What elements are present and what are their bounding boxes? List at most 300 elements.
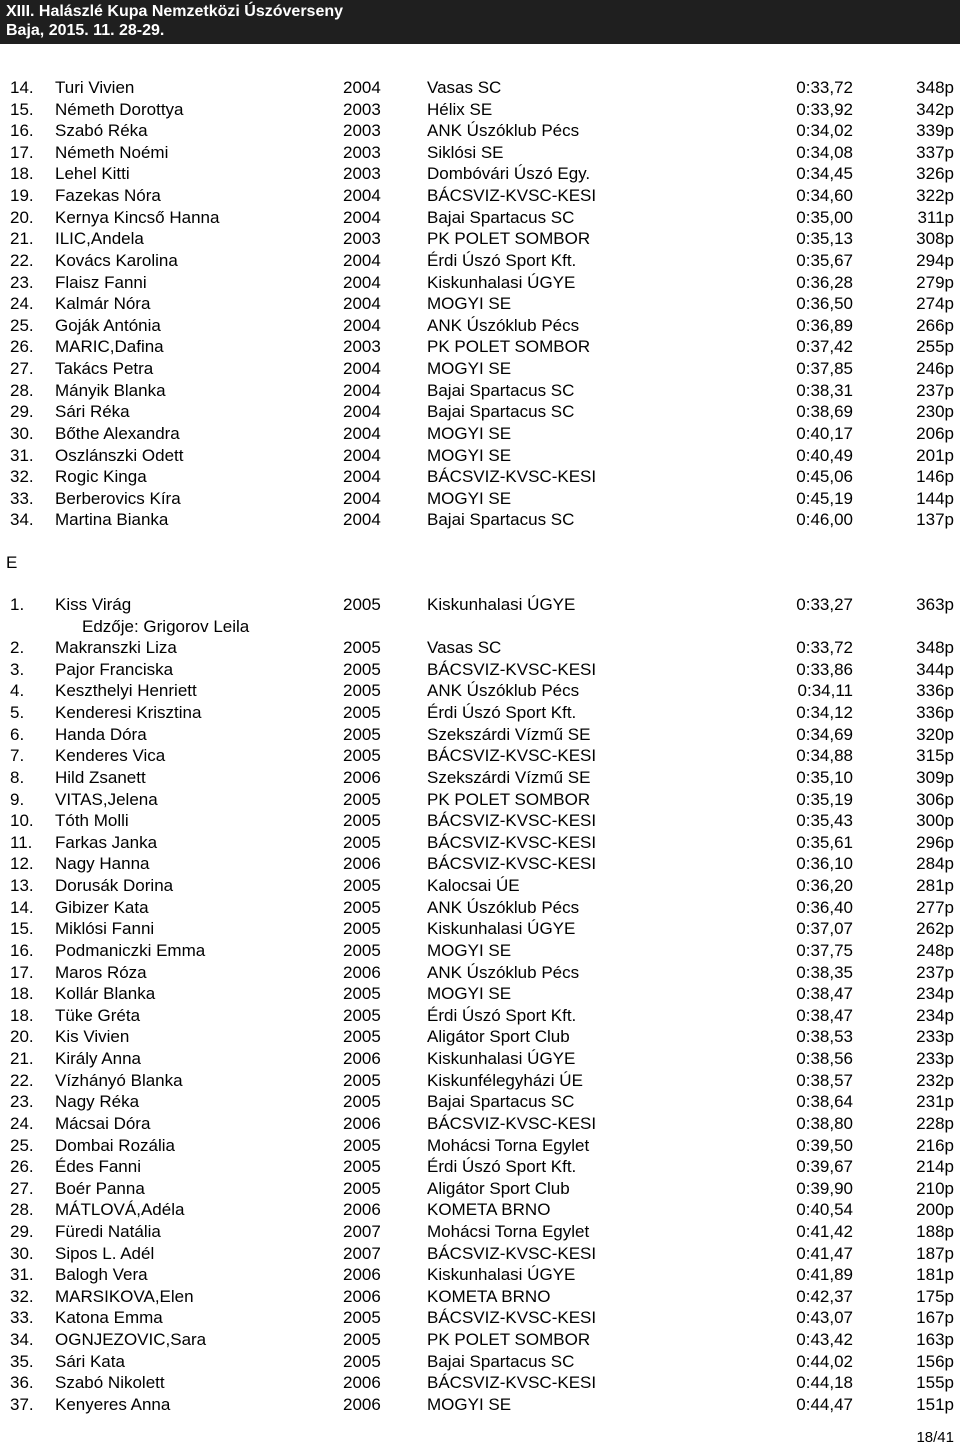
result-year: 2005 <box>343 1178 381 1198</box>
result-row <box>0 423 960 445</box>
result-year: 2004 <box>343 186 381 206</box>
result-points: 306p <box>916 789 954 809</box>
result-rank: 30. <box>10 1243 34 1263</box>
result-points: 296p <box>916 832 954 852</box>
event-title: XIII. Halászlé Kupa Nemzetközi Úszóverseny <box>6 3 344 20</box>
result-rank: 36. <box>10 1373 34 1393</box>
result-points: 144p <box>916 488 954 508</box>
result-year: 2006 <box>343 854 381 874</box>
result-year: 2005 <box>343 940 381 960</box>
result-points: 274p <box>916 294 954 314</box>
result-time: 0:35,00 <box>796 207 853 227</box>
result-time: 0:37,85 <box>796 359 853 379</box>
result-time: 0:37,42 <box>796 337 853 357</box>
result-year: 2003 <box>343 337 381 357</box>
result-year: 2005 <box>343 1351 381 1371</box>
result-time: 0:34,69 <box>796 724 853 744</box>
result-year: 2005 <box>343 638 381 658</box>
result-row <box>0 940 960 962</box>
result-name: OGNJEZOVIC,Sara <box>55 1330 207 1350</box>
result-name: Makranszki Liza <box>55 638 177 658</box>
result-time: 0:34,45 <box>796 164 853 184</box>
result-time: 0:34,60 <box>796 186 853 206</box>
result-time: 0:42,37 <box>796 1286 853 1306</box>
result-time: 0:36,89 <box>796 315 853 335</box>
result-club: Mohácsi Torna Egylet <box>427 1221 590 1241</box>
result-row <box>0 853 960 875</box>
result-club: Kiskunhalasi ÚGYE <box>427 1265 576 1285</box>
result-rank: 10. <box>10 811 34 831</box>
result-name: Sipos L. Adél <box>55 1243 155 1263</box>
result-rank: 21. <box>10 229 34 249</box>
result-name: Kalmár Nóra <box>55 294 151 314</box>
result-club: Érdi Úszó Sport Kft. <box>427 1005 577 1025</box>
result-rank: 20. <box>10 1027 34 1047</box>
result-row <box>0 488 960 510</box>
result-rank: 14. <box>10 78 34 97</box>
result-rank: 5. <box>10 703 25 723</box>
result-year: 2005 <box>343 984 381 1004</box>
result-year: 2005 <box>343 1157 381 1177</box>
result-club: Dombóvári Úszó Egy. <box>427 164 591 184</box>
result-row <box>0 163 960 185</box>
result-year: 2003 <box>343 121 381 141</box>
result-club: BÁCSVIZ-KVSC-KESI <box>427 811 597 831</box>
result-row <box>0 702 960 724</box>
result-rank: 35. <box>10 1351 34 1371</box>
result-year: 2005 <box>343 1308 381 1328</box>
result-rank: 27. <box>10 359 34 379</box>
result-rank: 34. <box>10 510 34 530</box>
result-time: 0:37,75 <box>796 940 853 960</box>
result-name: Berberovics Kíra <box>55 488 181 508</box>
category-label: E <box>6 553 18 572</box>
result-year: 2004 <box>343 445 381 465</box>
result-points: 344p <box>916 659 954 679</box>
result-club: BÁCSVIZ-KVSC-KESI <box>427 832 597 852</box>
result-time: 0:33,92 <box>796 99 853 119</box>
result-rank: 26. <box>10 1157 34 1177</box>
result-row <box>0 228 960 250</box>
result-time: 0:33,72 <box>796 638 853 658</box>
result-rank: 20. <box>10 207 34 227</box>
result-year: 2005 <box>343 1027 381 1047</box>
result-points: 348p <box>916 638 954 658</box>
result-name: Kovács Karolina <box>55 250 178 270</box>
result-row <box>0 1070 960 1092</box>
result-year: 2005 <box>343 811 381 831</box>
result-club: Hélix SE <box>427 99 493 119</box>
result-club: Kiskunhalasi ÚGYE <box>427 919 576 939</box>
result-points: 322p <box>916 186 954 206</box>
result-rank: 31. <box>10 445 34 465</box>
result-rank: 32. <box>10 467 34 487</box>
result-name: MARSIKOVA,Elen <box>55 1286 194 1306</box>
result-rank: 22. <box>10 250 34 270</box>
result-time: 0:38,31 <box>796 380 853 400</box>
result-row <box>0 1372 960 1394</box>
result-club: PK POLET SOMBOR <box>427 1330 591 1350</box>
result-time: 0:38,47 <box>796 1005 853 1025</box>
result-points: 187p <box>916 1243 954 1263</box>
result-name: Fazekas Nóra <box>55 186 161 206</box>
result-rank: 16. <box>10 940 34 960</box>
result-rank: 17. <box>10 962 34 982</box>
result-year: 2004 <box>343 488 381 508</box>
result-time: 0:34,02 <box>796 121 853 141</box>
result-time: 0:38,69 <box>796 402 853 422</box>
result-time: 0:38,64 <box>796 1092 853 1112</box>
result-name: Nagy Hanna <box>55 854 150 874</box>
result-name: Szabó Nikolett <box>55 1373 165 1393</box>
result-year: 2004 <box>343 402 381 422</box>
result-club: MOGYI SE <box>427 294 512 314</box>
result-club: Szekszárdi Vízmű SE <box>427 767 591 787</box>
page-number: 18/41 <box>916 1429 954 1446</box>
result-name: Oszlánszki Odett <box>55 445 184 465</box>
result-rank: 18. <box>10 1005 34 1025</box>
result-rank: 24. <box>10 294 34 314</box>
result-name: Katona Emma <box>55 1308 163 1328</box>
result-rank: 7. <box>10 746 25 766</box>
result-name: Goják Antónia <box>55 315 161 335</box>
result-points: 315p <box>916 746 954 766</box>
result-row <box>0 1135 960 1157</box>
result-name: Sári Kata <box>55 1351 125 1371</box>
result-rank: 28. <box>10 380 34 400</box>
result-row <box>0 380 960 402</box>
result-year: 2004 <box>343 467 381 487</box>
result-name: Németh Noémi <box>55 142 169 162</box>
result-row <box>0 1243 960 1265</box>
result-club: Bajai Spartacus SC <box>427 380 575 400</box>
result-club: Vasas SC <box>427 78 502 97</box>
result-year: 2005 <box>343 876 381 896</box>
result-points: 348p <box>916 78 954 97</box>
result-name: Podmaniczki Emma <box>55 940 206 960</box>
result-name: Takács Petra <box>55 359 154 379</box>
result-rank: 25. <box>10 315 34 335</box>
result-points: 320p <box>916 724 954 744</box>
result-name: Kis Vivien <box>55 1027 130 1047</box>
result-row <box>0 1156 960 1178</box>
result-name: Kenderes Vica <box>55 746 166 766</box>
result-rank: 33. <box>10 488 34 508</box>
result-year: 2005 <box>343 703 381 723</box>
result-year: 2004 <box>343 510 381 530</box>
result-club: ANK Úszóklub Pécs <box>427 121 580 141</box>
result-club: Bajai Spartacus SC <box>427 510 575 530</box>
result-club: BÁCSVIZ-KVSC-KESI <box>427 1113 597 1133</box>
result-row <box>0 185 960 207</box>
result-points: 151p <box>916 1394 954 1414</box>
result-club: Bajai Spartacus SC <box>427 207 575 227</box>
result-time: 0:43,07 <box>796 1308 853 1328</box>
coach-note: Edzője: Grigorov Leila <box>82 616 250 636</box>
result-row <box>0 637 960 659</box>
result-points: 248p <box>916 940 954 960</box>
result-year: 2003 <box>343 99 381 119</box>
result-club: Érdi Úszó Sport Kft. <box>427 703 577 723</box>
result-club: Vasas SC <box>427 638 502 658</box>
result-year: 2006 <box>343 962 381 982</box>
result-points: 210p <box>916 1178 954 1198</box>
result-club: BÁCSVIZ-KVSC-KESI <box>427 746 597 766</box>
result-time: 0:34,11 <box>797 681 853 701</box>
result-name: Dorusák Dorina <box>55 876 174 896</box>
result-name: VITAS,Jelena <box>55 789 158 809</box>
result-points: 308p <box>916 229 954 249</box>
result-year: 2005 <box>343 919 381 939</box>
result-points: 206p <box>916 423 954 443</box>
result-row <box>0 250 960 272</box>
result-row <box>0 1307 960 1329</box>
result-club: Kiskunhalasi ÚGYE <box>427 1049 576 1069</box>
result-year: 2003 <box>343 164 381 184</box>
result-year: 2005 <box>343 1135 381 1155</box>
result-time: 0:41,42 <box>796 1221 853 1241</box>
result-points: 237p <box>916 380 954 400</box>
result-name: Tüke Gréta <box>55 1005 141 1025</box>
result-name: Farkas Janka <box>55 832 158 852</box>
result-name: Miklósi Fanni <box>55 919 155 939</box>
result-row <box>0 810 960 832</box>
result-club: MOGYI SE <box>427 488 512 508</box>
result-row <box>0 962 960 984</box>
result-points: 231p <box>916 1092 954 1112</box>
result-name: Tóth Molli <box>55 811 129 831</box>
result-club: MOGYI SE <box>427 940 512 960</box>
result-row <box>0 1394 960 1416</box>
result-row <box>0 142 960 164</box>
result-rank: 24. <box>10 1113 34 1133</box>
result-name: Szabó Réka <box>55 121 148 141</box>
result-time: 0:40,54 <box>796 1200 853 1220</box>
result-club: Bajai Spartacus SC <box>427 1092 575 1112</box>
result-points: 309p <box>916 767 954 787</box>
result-rank: 16. <box>10 121 34 141</box>
result-club: Kalocsai ÚE <box>427 876 520 896</box>
result-time: 0:40,17 <box>796 423 853 443</box>
result-time: 0:37,07 <box>796 919 853 939</box>
result-row <box>0 832 960 854</box>
result-time: 0:39,50 <box>796 1135 853 1155</box>
result-rank: 14. <box>10 897 34 917</box>
result-row <box>0 401 960 423</box>
result-points: 237p <box>916 962 954 982</box>
result-year: 2004 <box>343 272 381 292</box>
result-row <box>0 745 960 767</box>
result-name: Vízhányó Blanka <box>55 1070 183 1090</box>
result-name: Keszthelyi Henriett <box>55 681 197 701</box>
result-row <box>0 358 960 380</box>
result-club: BÁCSVIZ-KVSC-KESI <box>427 1308 597 1328</box>
result-rank: 8. <box>10 767 25 787</box>
result-row <box>0 77 960 99</box>
result-rank: 37. <box>10 1394 34 1414</box>
result-year: 2007 <box>343 1243 381 1263</box>
result-points: 337p <box>916 142 954 162</box>
result-name: Martina Bianka <box>55 510 169 530</box>
result-name: Kenyeres Anna <box>55 1394 171 1414</box>
result-points: 342p <box>916 99 954 119</box>
result-row <box>0 207 960 229</box>
result-year: 2004 <box>343 380 381 400</box>
result-points: 216p <box>916 1135 954 1155</box>
result-year: 2006 <box>343 1113 381 1133</box>
result-rank: 11. <box>10 832 33 852</box>
result-year: 2004 <box>343 207 381 227</box>
result-year: 2003 <box>343 229 381 249</box>
result-rank: 15. <box>10 99 34 119</box>
result-name: Füredi Natália <box>55 1221 161 1241</box>
result-row <box>0 99 960 121</box>
result-rank: 1. <box>10 595 25 614</box>
result-year: 2006 <box>343 1394 381 1414</box>
result-points: 266p <box>916 315 954 335</box>
result-points: 363p <box>916 595 954 614</box>
result-name: Mácsai Dóra <box>55 1113 151 1133</box>
result-name: ILIC,Andela <box>55 229 144 249</box>
result-time: 0:36,10 <box>796 854 853 874</box>
result-time: 0:38,47 <box>796 984 853 1004</box>
result-year: 2003 <box>343 142 381 162</box>
result-year: 2005 <box>343 724 381 744</box>
result-name: Hild Zsanett <box>55 767 146 787</box>
result-name: Maros Róza <box>55 962 147 982</box>
result-club: KOMETA BRNO <box>427 1286 551 1306</box>
result-name: Gibizer Kata <box>55 897 149 917</box>
result-points: 163p <box>916 1330 954 1350</box>
result-club: Aligátor Sport Club <box>427 1027 570 1047</box>
result-row <box>0 336 960 358</box>
result-row <box>0 1351 960 1373</box>
result-points: 279p <box>916 272 954 292</box>
result-points: 234p <box>916 984 954 1004</box>
result-points: 262p <box>916 919 954 939</box>
result-club: BÁCSVIZ-KVSC-KESI <box>427 186 597 206</box>
result-year: 2005 <box>343 659 381 679</box>
result-points: 326p <box>916 164 954 184</box>
result-year: 2005 <box>343 789 381 809</box>
result-time: 0:35,10 <box>796 767 853 787</box>
result-club: KOMETA BRNO <box>427 1200 551 1220</box>
result-year: 2005 <box>343 832 381 852</box>
result-row <box>0 1048 960 1070</box>
result-club: PK POLET SOMBOR <box>427 229 591 249</box>
result-row <box>0 272 960 294</box>
result-name: Pajor Franciska <box>55 659 174 679</box>
result-year: 2006 <box>343 767 381 787</box>
result-rank: 15. <box>10 919 34 939</box>
result-club: MOGYI SE <box>427 445 512 465</box>
result-row <box>0 1264 960 1286</box>
result-row <box>0 1026 960 1048</box>
result-name: Kiss Virág <box>55 595 132 614</box>
result-row <box>0 1199 960 1221</box>
result-club: Kiskunhalasi ÚGYE <box>427 595 576 614</box>
result-name: Sári Réka <box>55 402 130 422</box>
result-year: 2006 <box>343 1373 381 1393</box>
result-points: 188p <box>916 1221 954 1241</box>
result-points: 336p <box>916 681 954 701</box>
result-rank: 19. <box>10 186 34 206</box>
result-points: 232p <box>916 1070 954 1090</box>
result-rank: 13. <box>10 876 34 896</box>
result-points: 175p <box>916 1286 954 1306</box>
result-rank: 31. <box>10 1265 34 1285</box>
result-row <box>0 1178 960 1200</box>
result-club: PK POLET SOMBOR <box>427 337 591 357</box>
result-name: Handa Dóra <box>55 724 147 744</box>
result-club: PK POLET SOMBOR <box>427 789 591 809</box>
result-time: 0:41,47 <box>796 1243 853 1263</box>
result-club: Aligátor Sport Club <box>427 1178 570 1198</box>
result-points: 339p <box>916 121 954 141</box>
result-row <box>0 1005 960 1027</box>
result-year: 2004 <box>343 423 381 443</box>
result-time: 0:36,20 <box>796 876 853 896</box>
result-row <box>0 315 960 337</box>
result-points: 336p <box>916 703 954 723</box>
result-points: 281p <box>916 876 954 896</box>
result-club: BÁCSVIZ-KVSC-KESI <box>427 1243 597 1263</box>
result-time: 0:40,49 <box>796 445 853 465</box>
result-time: 0:33,27 <box>796 595 853 614</box>
result-row <box>0 680 960 702</box>
result-name: Turi Vivien <box>55 78 135 97</box>
result-year: 2006 <box>343 1286 381 1306</box>
result-rank: 18. <box>10 984 34 1004</box>
result-points: 277p <box>916 897 954 917</box>
result-year: 2005 <box>343 746 381 766</box>
result-row <box>0 120 960 142</box>
result-name: MÁTLOVÁ,Adéla <box>55 1200 185 1220</box>
result-year: 2004 <box>343 250 381 270</box>
result-row <box>0 1329 960 1351</box>
result-time: 0:35,61 <box>796 832 853 852</box>
result-time: 0:41,89 <box>796 1265 853 1285</box>
result-club: Mohácsi Torna Egylet <box>427 1135 590 1155</box>
result-rank: 29. <box>10 402 34 422</box>
result-row <box>0 789 960 811</box>
result-year: 2005 <box>343 1070 381 1090</box>
result-year: 2007 <box>343 1221 381 1241</box>
result-rank: 12. <box>10 854 34 874</box>
result-points: 294p <box>916 250 954 270</box>
result-rank: 34. <box>10 1330 34 1350</box>
result-name: Németh Dorottya <box>55 99 184 119</box>
result-points: 284p <box>916 854 954 874</box>
result-year: 2005 <box>343 681 381 701</box>
result-points: 255p <box>916 337 954 357</box>
result-row <box>0 1091 960 1113</box>
result-time: 0:44,02 <box>796 1351 853 1371</box>
result-points: 230p <box>916 402 954 422</box>
result-rank: 21. <box>10 1049 34 1069</box>
result-points: 233p <box>916 1049 954 1069</box>
result-rank: 3. <box>10 659 25 679</box>
result-row <box>0 767 960 789</box>
result-time: 0:35,43 <box>796 811 853 831</box>
result-rank: 17. <box>10 142 34 162</box>
result-points: 214p <box>916 1157 954 1177</box>
result-time: 0:34,12 <box>796 703 853 723</box>
result-points: 300p <box>916 811 954 831</box>
result-row <box>0 897 960 919</box>
result-name: Kenderesi Krisztina <box>55 703 202 723</box>
result-row <box>0 983 960 1005</box>
